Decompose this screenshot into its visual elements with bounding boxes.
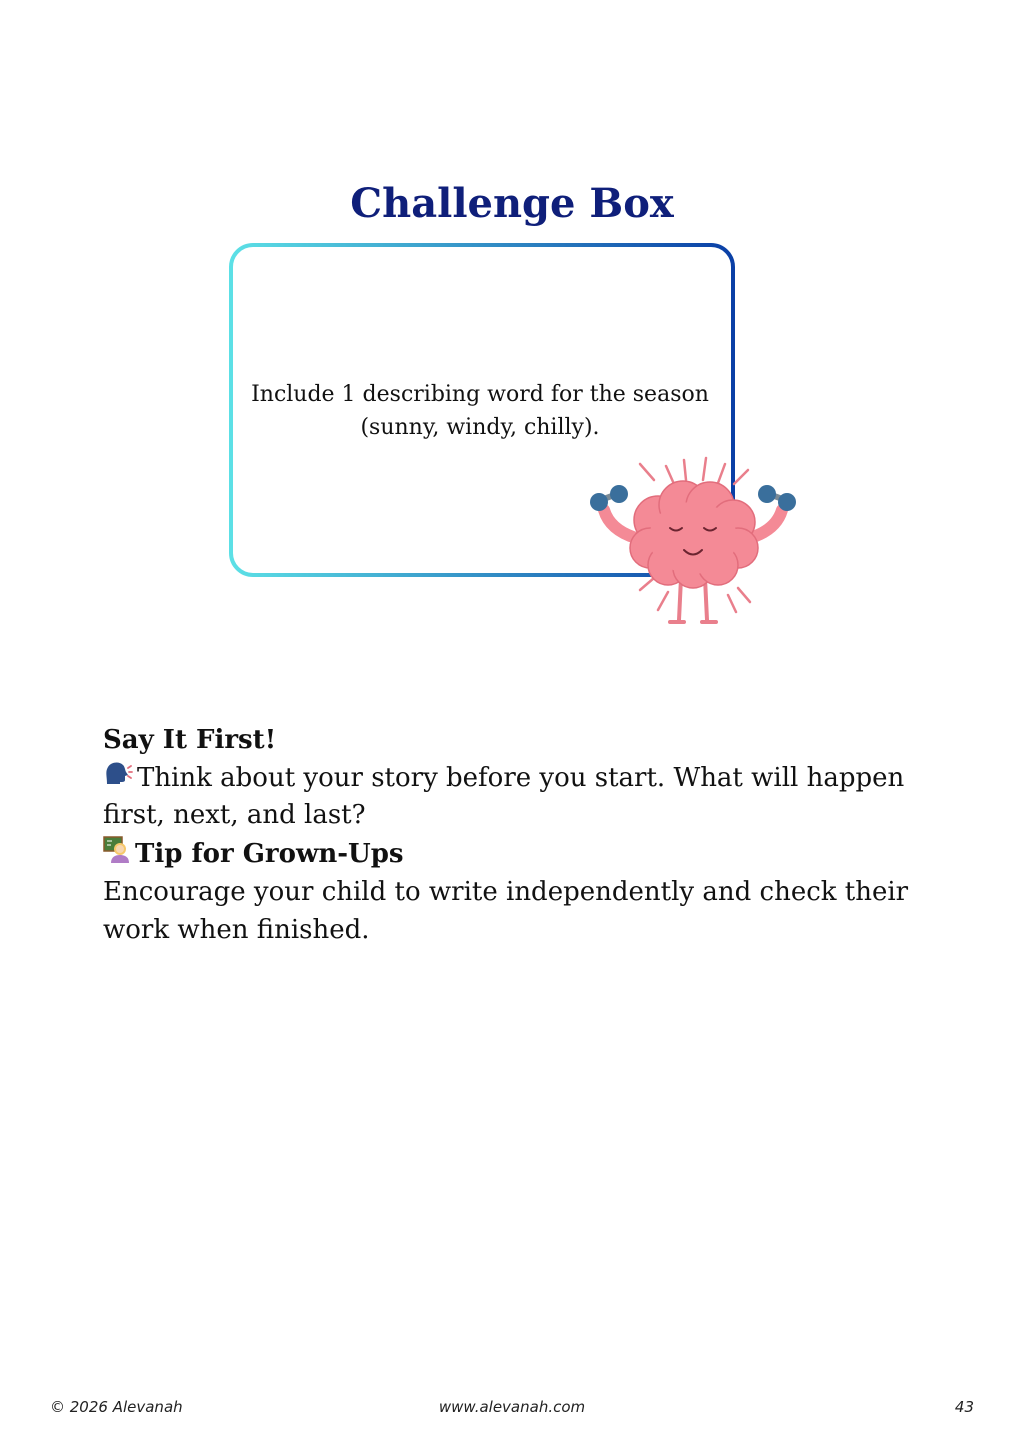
instructions-section	[103, 722, 923, 949]
tip-text-continued: work when finished.	[103, 914, 370, 945]
challenge-line-2: (sunny, windy, chilly).	[360, 415, 600, 440]
footer-website: www.alevanah.com	[438, 1398, 586, 1416]
challenge-line-1: Include 1 describing word for the season	[251, 382, 709, 407]
page-footer	[50, 1398, 974, 1422]
speaking-head-icon	[103, 760, 133, 798]
tip-heading-row	[103, 835, 923, 875]
say-it-first-heading: Say It First!	[103, 725, 277, 755]
page-title: Challenge Box	[350, 180, 674, 227]
brain-mascot-icon	[588, 450, 798, 628]
say-it-first-text: Think about your story before you start. What will happen	[103, 760, 923, 798]
footer-page-number: 43	[954, 1398, 974, 1416]
tip-heading: Tip for Grown-Ups	[135, 838, 404, 869]
footer-copyright: © 2026 Alevanah	[50, 1398, 183, 1416]
teacher-icon	[103, 835, 131, 875]
say-it-first-text-continued: first, next, and last?	[103, 800, 366, 831]
challenge-text	[245, 378, 715, 444]
tip-text: Encourage your child to write independently and check their	[103, 877, 909, 908]
